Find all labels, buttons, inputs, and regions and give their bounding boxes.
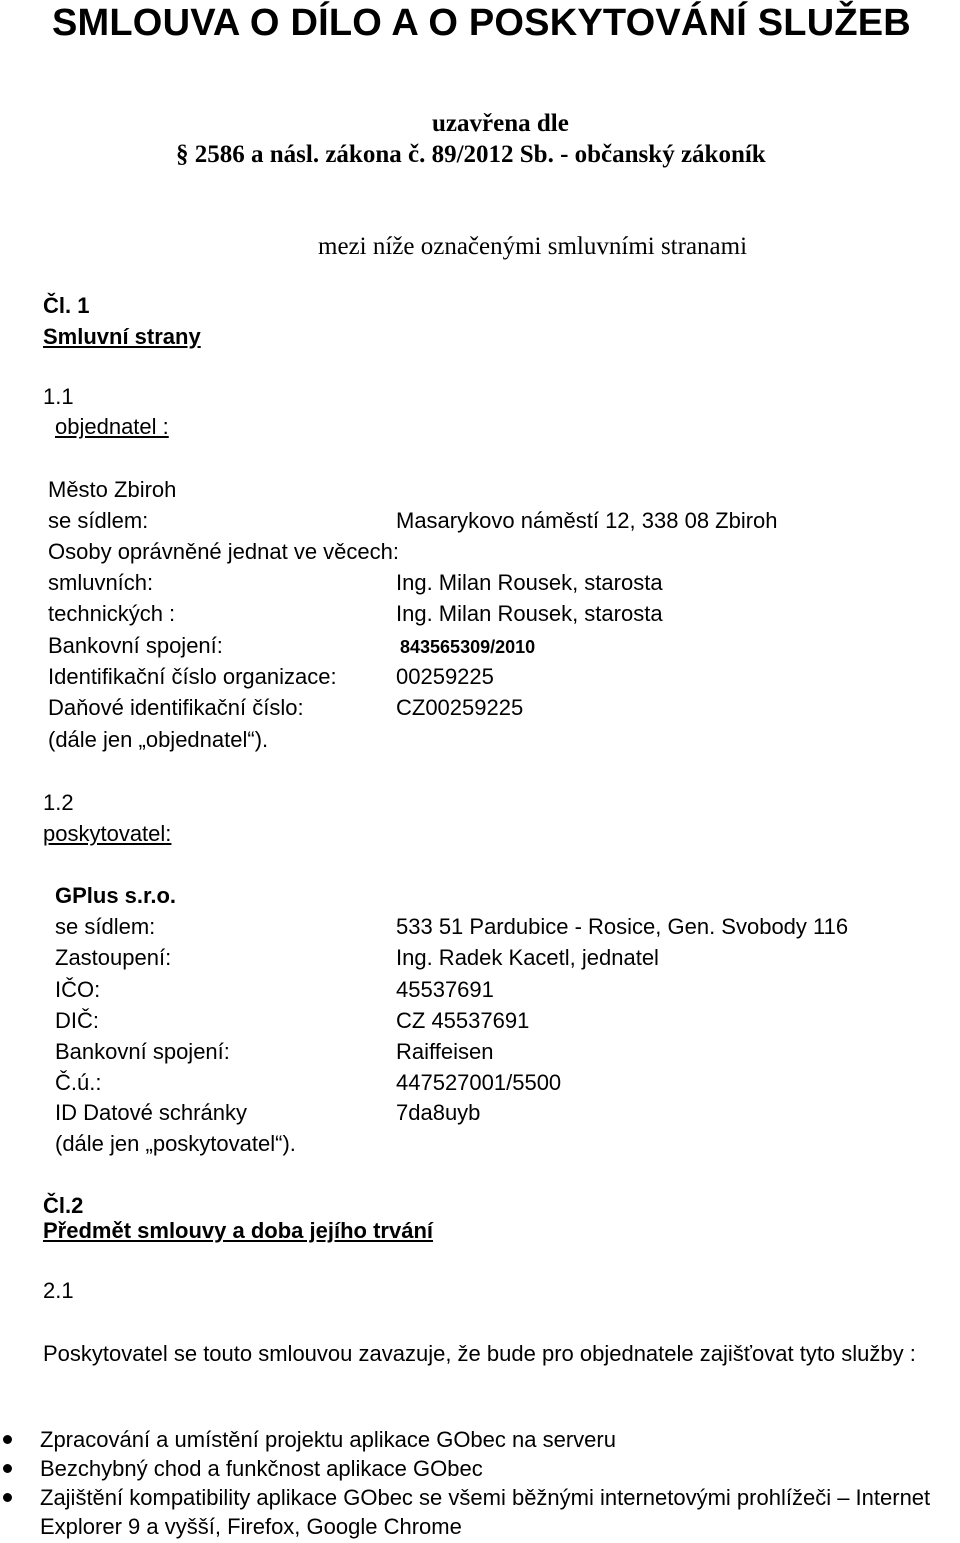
row-value: 45537691 <box>396 977 494 1002</box>
subtitle-line-1: uzavřena dle <box>432 110 569 137</box>
section-1-2-label: poskytovatel: <box>43 821 172 846</box>
row-value: Ing. Milan Rousek, starosta <box>396 570 663 595</box>
list-item-text: Zpracování a umístění projektu aplikace GObec na serveru <box>40 1427 616 1452</box>
article-2-heading: Čl.2 <box>43 1193 84 1218</box>
section-1-1-label: objednatel : <box>55 414 169 439</box>
subtitle-line-3: mezi níže označenými smluvními stranami <box>318 233 748 260</box>
subtitle-line-2 <box>176 141 766 169</box>
poskytovatel-closing: (dále jen „poskytovatel“). <box>55 1131 296 1156</box>
row-label: se sídlem: <box>55 914 156 939</box>
section-2-1-text: Poskytovatel se touto smlouvou zavazuje, že bude pro objednatele zajišťovat tyto služby : <box>43 1341 916 1366</box>
subtitle-line-2-text: 2586 a násl. zákona č. 89/2012 Sb. - občanský zákoník <box>194 141 766 168</box>
row-value: 843565309/2010 <box>400 637 536 657</box>
article-1-title: Smluvní strany <box>43 324 201 349</box>
objednatel-name: Město Zbiroh <box>48 477 177 502</box>
article-2-title: Předmět smlouvy a doba jejího trvání <box>43 1218 433 1243</box>
row-value: Raiffeisen <box>396 1039 494 1064</box>
row-value: 533 51 Pardubice - Rosice, Gen. Svobody 116 <box>396 914 849 939</box>
list-item <box>0 1425 960 1454</box>
row-label: Daňové identifikační číslo: <box>48 695 304 720</box>
row-label: IČO: <box>55 977 101 1002</box>
bullet-icon <box>3 1464 12 1473</box>
row-value: 7da8uyb <box>396 1100 481 1125</box>
bullet-icon <box>3 1493 12 1502</box>
document-title: SMLOUVA O DÍLO A O POSKYTOVÁNÍ SLUŽEB <box>52 2 911 44</box>
list-item-text: Bezchybný chod a funkčnost aplikace GObec <box>40 1456 483 1481</box>
article-1-heading: Čl. 1 <box>43 293 90 318</box>
row-label: Bankovní spojení: <box>48 633 223 658</box>
section-2-1-number: 2.1 <box>43 1278 74 1303</box>
row-label: smluvních: <box>48 570 154 595</box>
objednatel-closing: (dále jen „objednatel“). <box>48 727 269 752</box>
section-1-1-number: 1.1 <box>43 384 74 409</box>
services-list <box>0 1425 960 1541</box>
bullet-icon <box>3 1435 12 1444</box>
row-label: DIČ: <box>55 1008 99 1033</box>
list-item <box>0 1454 960 1483</box>
section-1-2-number: 1.2 <box>43 790 74 815</box>
list-item <box>0 1483 940 1541</box>
objednatel-row-authorized: Osoby oprávněné jednat ve věcech: <box>48 539 400 564</box>
row-value: Ing. Milan Rousek, starosta <box>396 601 663 626</box>
row-value: 00259225 <box>396 664 494 689</box>
section-sign-icon: § <box>176 141 189 168</box>
row-label: Identifikační číslo organizace: <box>48 664 337 689</box>
row-label: technických : <box>48 601 176 626</box>
row-label: ID Datové schránky <box>55 1100 247 1125</box>
poskytovatel-name: GPlus s.r.o. <box>55 883 177 908</box>
list-item-text: Zajištění kompatibility aplikace GObec se všemi běžnými internetovými prohlížeči – Internet Explorer 9 a vyšší, Firefox, Google Chrome <box>40 1485 931 1539</box>
row-value: Ing. Radek Kacetl, jednatel <box>396 945 659 970</box>
row-label: Zastoupení: <box>55 945 172 970</box>
row-label: Č.ú.: <box>55 1070 102 1095</box>
row-label: se sídlem: <box>48 508 149 533</box>
row-value: CZ 45537691 <box>396 1008 530 1033</box>
row-label: Bankovní spojení: <box>55 1039 230 1064</box>
row-value: CZ00259225 <box>396 695 524 720</box>
row-value: Masarykovo náměstí 12, 338 08 Zbiroh <box>396 508 778 533</box>
row-value: 447527001/5500 <box>396 1070 562 1095</box>
